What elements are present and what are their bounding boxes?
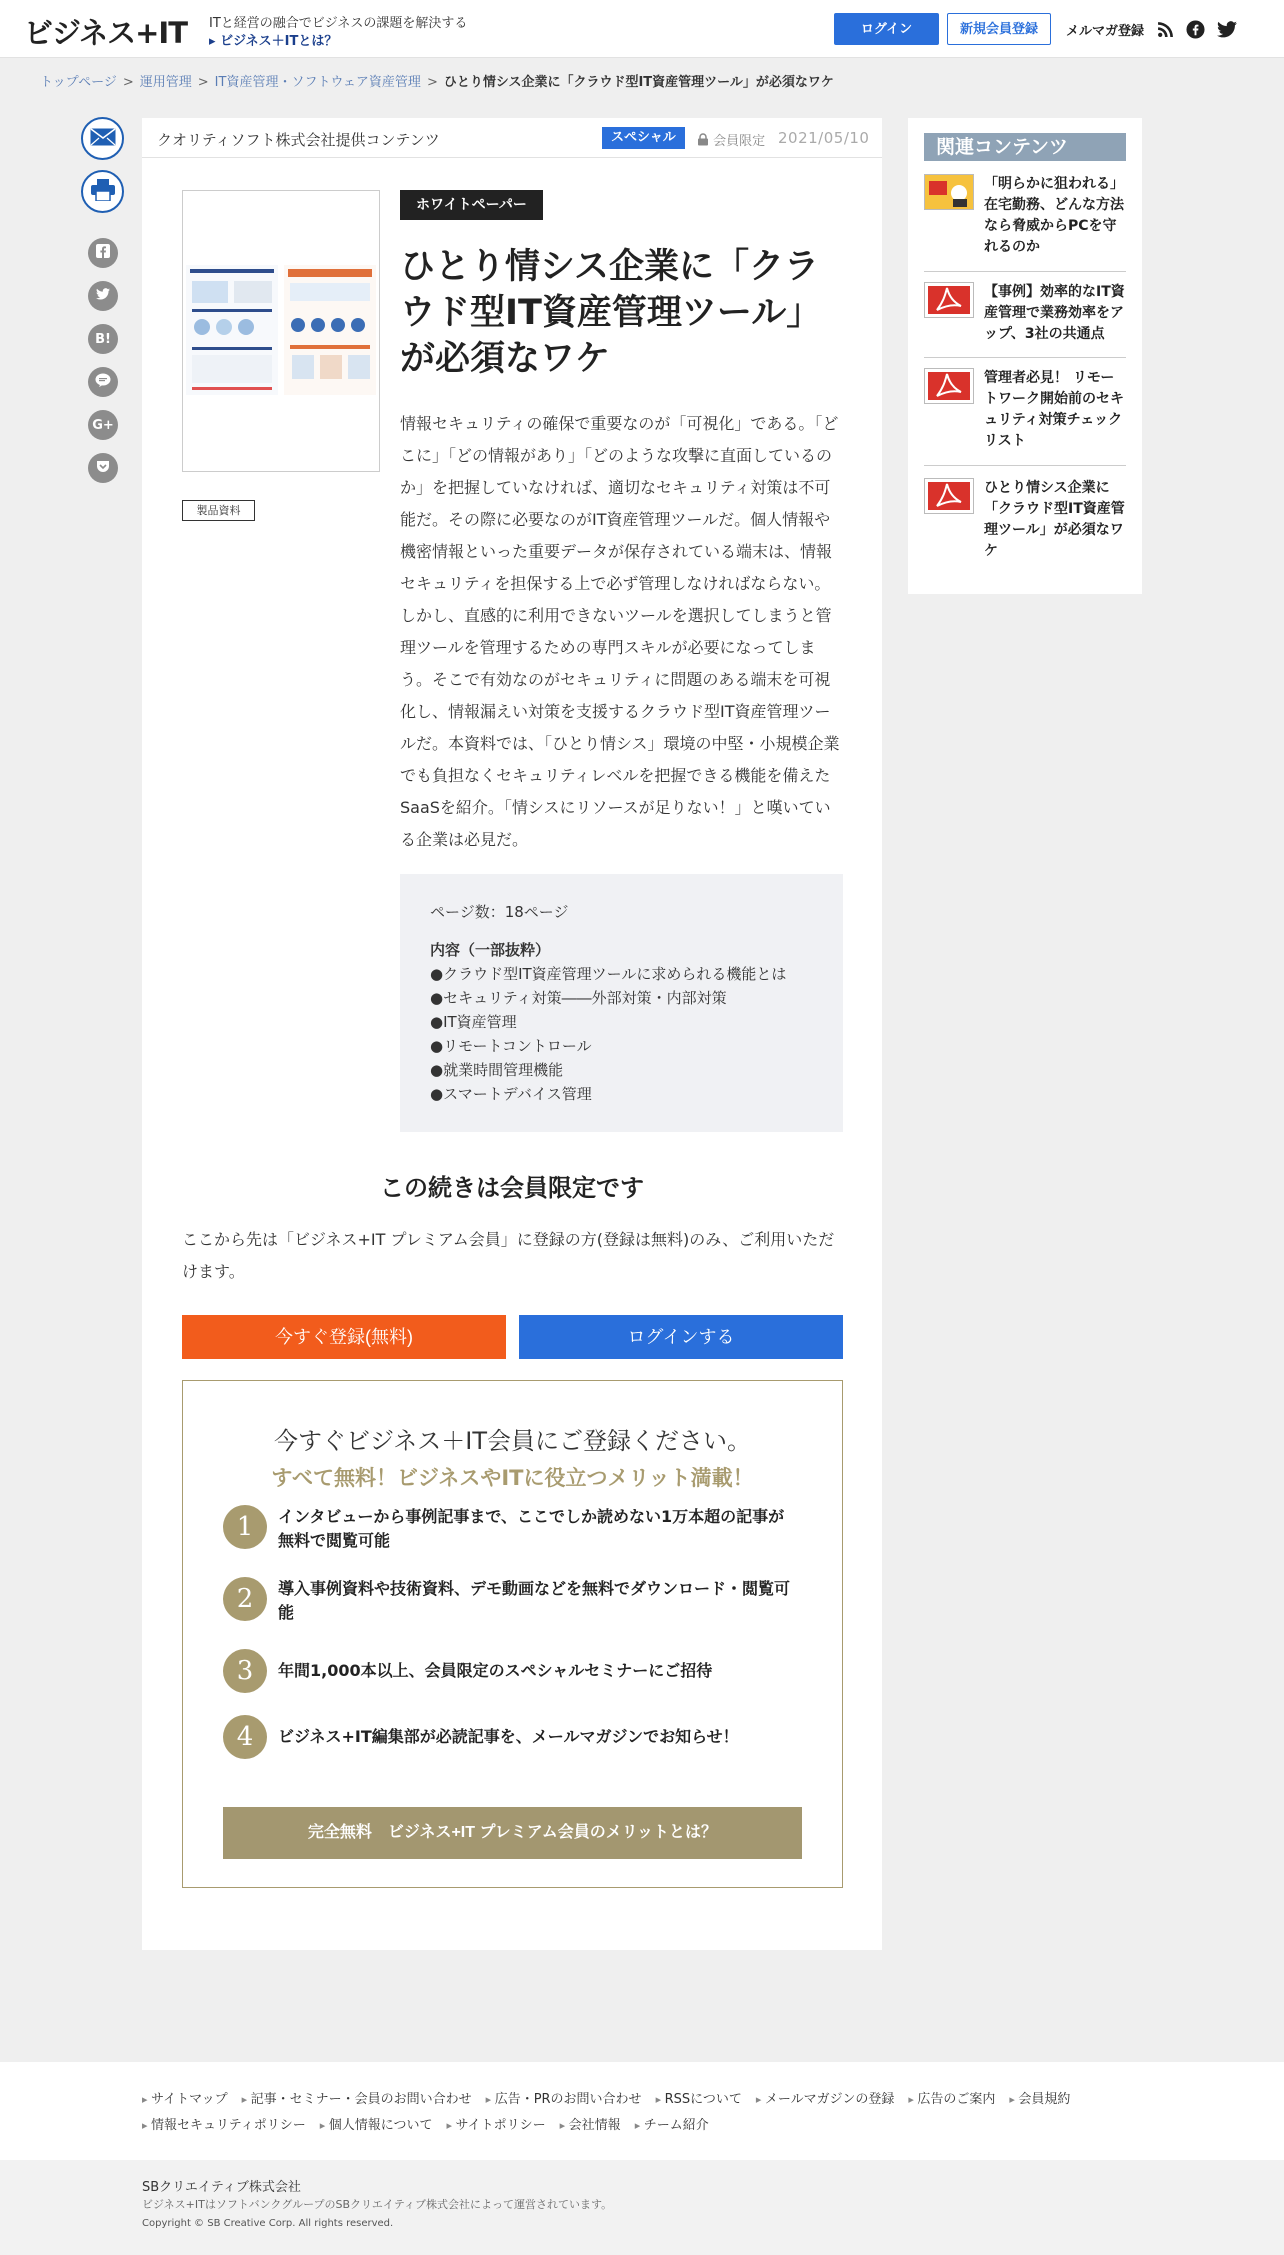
twitter-share-icon — [96, 288, 110, 304]
login-button[interactable]: ログインする — [519, 1315, 843, 1359]
header-signup-button[interactable]: 新規会員登録 — [947, 13, 1051, 45]
share-pocket-button[interactable] — [88, 453, 118, 483]
related-thumbnail — [924, 174, 974, 210]
related-thumbnail — [924, 368, 974, 404]
printer-icon — [91, 179, 115, 205]
footer-link[interactable]: ▸ RSSについて — [656, 2092, 742, 2107]
member-only-label: 会員限定 — [697, 130, 765, 149]
provider-label: クオリティソフト株式会社提供コンテンツ — [157, 131, 440, 149]
contents-item: ●IT資産管理 — [430, 1013, 517, 1031]
footer-link[interactable]: ▸ チーム紹介 — [635, 2118, 709, 2133]
pdf-icon — [925, 479, 973, 513]
share-google-button[interactable] — [88, 410, 118, 440]
premium-merit-button[interactable]: 完全無料 ビジネス+IT プレミアム会員のメリットとは？ — [223, 1807, 802, 1859]
footer-link[interactable]: ▸ 情報セキュリティポリシー — [142, 2118, 306, 2133]
info-box — [400, 874, 843, 1132]
share-facebook-button[interactable] — [88, 238, 118, 268]
related-thumbnail — [924, 478, 974, 514]
related-thumbnail — [924, 282, 974, 318]
share-line-button[interactable] — [88, 367, 118, 397]
promo-subtitle: すべて無料！ビジネスやITに役立つメリット満載！ — [271, 1466, 754, 1490]
benefit-number: 2 — [223, 1577, 267, 1621]
benefit-text: インタビューから事例記事まで、ここでしか読めない1万本超の記事が無料で閲覧可能 — [278, 1507, 785, 1550]
doc-type-tag: 製品資料 — [182, 500, 255, 521]
promo-title: 今すぐビジネス＋IT会員にご登録ください。 — [273, 1427, 752, 1455]
lock-icon — [697, 134, 713, 149]
members-only-desc: ここから先は「ビジネス+IT プレミアム会員」に登録の方(登録は無料)のみ、ご利用いただけます。 — [182, 1230, 835, 1281]
breadcrumb-home[interactable]: トップページ — [40, 75, 117, 90]
mail-icon — [90, 128, 116, 150]
footer-link[interactable]: ▸ 広告・PRのお問い合わせ — [486, 2092, 642, 2107]
copyright: Copyright © SB Creative Corp. All rights reserved. — [142, 2218, 394, 2229]
related-item[interactable] — [924, 282, 1126, 358]
header-login-button[interactable]: ログイン — [834, 13, 939, 45]
benefit-text: ビジネス+IT編集部が必読記事を、メールマガジンでお知らせ！ — [278, 1727, 739, 1746]
company-name: SBクリエイティブ株式会社 — [142, 2180, 301, 2195]
article-main — [142, 118, 882, 1950]
twitter-icon[interactable] — [1217, 19, 1237, 39]
related-title: ひとり情シス企業に「クラウド型IT資産管理ツール」が必須なワケ — [984, 480, 1125, 559]
site-tagline: ITと経営の融合でビジネスの課題を解決する — [209, 16, 468, 31]
footer-link[interactable]: ▸ 広告のご案内 — [908, 2092, 995, 2107]
provider-bar — [142, 118, 882, 158]
facebook-icon[interactable] — [1185, 19, 1205, 39]
related-item[interactable] — [924, 174, 1126, 272]
pdf-icon — [925, 283, 973, 317]
footer-link[interactable]: ▸ サイトマップ — [142, 2092, 228, 2107]
benefit-number: 3 — [223, 1649, 267, 1693]
contents-item: ●就業時間管理機能 — [430, 1061, 564, 1079]
footer-bottom — [0, 2160, 1284, 2255]
line-icon — [95, 373, 111, 391]
company-description: ビジネス+ITはソフトバンクグループのSBクリエイティブ株式会社によって運営されています。 — [142, 2198, 613, 2211]
breadcrumb-current: ひとり情シス企業に「クラウド型IT資産管理ツール」が必須なワケ — [443, 75, 834, 90]
site-logo[interactable]: ビジネス+IT — [24, 16, 188, 50]
related-heading: 関連コンテンツ — [924, 133, 1126, 161]
about-link[interactable]: ▸ ビジネス＋ITとは？ — [209, 30, 337, 49]
footer-row — [142, 2088, 1084, 2107]
print-button[interactable] — [81, 170, 124, 213]
whitepaper-thumbnail[interactable] — [182, 190, 380, 472]
related-item[interactable] — [924, 478, 1126, 568]
rss-icon[interactable] — [1155, 19, 1175, 39]
contents-heading: 内容（一部抜粋） — [430, 941, 551, 959]
special-badge: スペシャル — [602, 127, 685, 149]
benefit-text: 年間1,000本以上、会員限定のスペシャルセミナーにご招待 — [278, 1661, 713, 1680]
whitepaper-badge: ホワイトペーパー — [400, 190, 543, 220]
related-title: 【事例】効率的なIT資産管理で業務効率をアップ、3社の共通点 — [984, 284, 1125, 342]
footer-link[interactable]: ▸ 会員規約 — [1009, 2092, 1070, 2107]
footer-link[interactable]: ▸ サイトポリシー — [447, 2118, 546, 2133]
page-count: ページ数：18ページ — [430, 903, 569, 921]
facebook-share-icon — [96, 244, 110, 262]
benefit-number: 4 — [223, 1715, 267, 1759]
breadcrumb-itam[interactable]: IT資産管理・ソフトウェア資産管理 — [214, 75, 421, 90]
membership-promo — [182, 1380, 843, 1888]
article-title: ひとり情シス企業に「クラウド型IT資産管理ツール」が必須なワケ — [400, 247, 822, 379]
breadcrumb-ops[interactable]: 運用管理 — [139, 75, 192, 90]
site-header — [0, 0, 1284, 58]
benefit-number: 1 — [223, 1505, 267, 1549]
contents-item: ●スマートデバイス管理 — [430, 1085, 592, 1103]
whitepaper-cover-image — [186, 265, 376, 395]
mailmag-link[interactable]: メルマガ登録 — [1066, 24, 1145, 39]
footer-row — [142, 2114, 723, 2133]
google-plus-icon: G+ — [92, 417, 114, 433]
publish-date: 2021/05/10 — [778, 129, 870, 147]
share-mail-button[interactable] — [81, 117, 124, 160]
share-twitter-button[interactable] — [88, 281, 118, 311]
members-only-title: この続きは会員限定です — [380, 1174, 644, 1202]
register-now-button[interactable]: 今すぐ登録(無料) — [182, 1315, 506, 1359]
contents-item: ●クラウド型IT資産管理ツールに求められる機能とは — [430, 965, 787, 983]
benefit-text: 導入事例資料や技術資料、デモ動画などを無料でダウンロード・閲覧可能 — [278, 1579, 791, 1622]
hatena-icon: B! — [95, 331, 111, 347]
footer-link[interactable]: ▸ 会社情報 — [560, 2118, 621, 2133]
footer-links — [0, 2062, 1284, 2160]
article-body: 情報セキュリティの確保で重要なのが「可視化」である。「どこに」「どの情報があり」「どのような攻撃に直面しているのか」を把握していなければ、適切なセキュリティ対策は不可能だ。その際に必要なのがIT資産管理ツールだ。個人情報や機密情報といった重要データが保存されている端末は、情報セキュリティを担保する上で必ず管理しなければならない。しかし、直感的に利用できないツールを選択してしまうと管理ツールを管理するための専門スキルが必要になってしまう。そこで有効なのがセキュリティに問題のある端末を可視化し、情報漏えい対策を支援するクラウド型IT資産管理ツールだ。本資料では、「ひとり情シス」環境の中堅・小規模企業でも負担なくセキュリティレベルを把握できる機能を備えたSaaSを紹介。「情シスにリソースが足りない！」と嘆いている企業は必見だ。 — [400, 414, 840, 849]
breadcrumb: トップページ > 運用管理 > IT資産管理・ソフトウェア資産管理 > ひとり情シス企業に「クラウド型IT資産管理ツール」が必須なワケ — [40, 75, 834, 90]
related-title: 管理者必見！ リモートワーク開始前のセキュリティ対策チェックリスト — [984, 370, 1124, 449]
footer-link[interactable]: ▸ メールマガジンの登録 — [756, 2092, 894, 2107]
share-hatena-button[interactable] — [88, 324, 118, 354]
related-title: 「明らかに狙われる」在宅勤務、どんな方法なら脅威からPCを守れるのか — [984, 176, 1124, 255]
related-item[interactable] — [924, 368, 1126, 466]
footer-link[interactable]: ▸ 記事・セミナー・会員のお問い合わせ — [242, 2092, 472, 2107]
contents-item: ●セキュリティ対策――外部対策・内部対策 — [430, 989, 727, 1007]
related-sidebar — [908, 118, 1142, 594]
pocket-icon — [96, 460, 110, 477]
contents-item: ●リモートコントロール — [430, 1037, 592, 1055]
footer-link[interactable]: ▸ 個人情報について — [320, 2118, 433, 2133]
pdf-icon — [925, 369, 973, 403]
